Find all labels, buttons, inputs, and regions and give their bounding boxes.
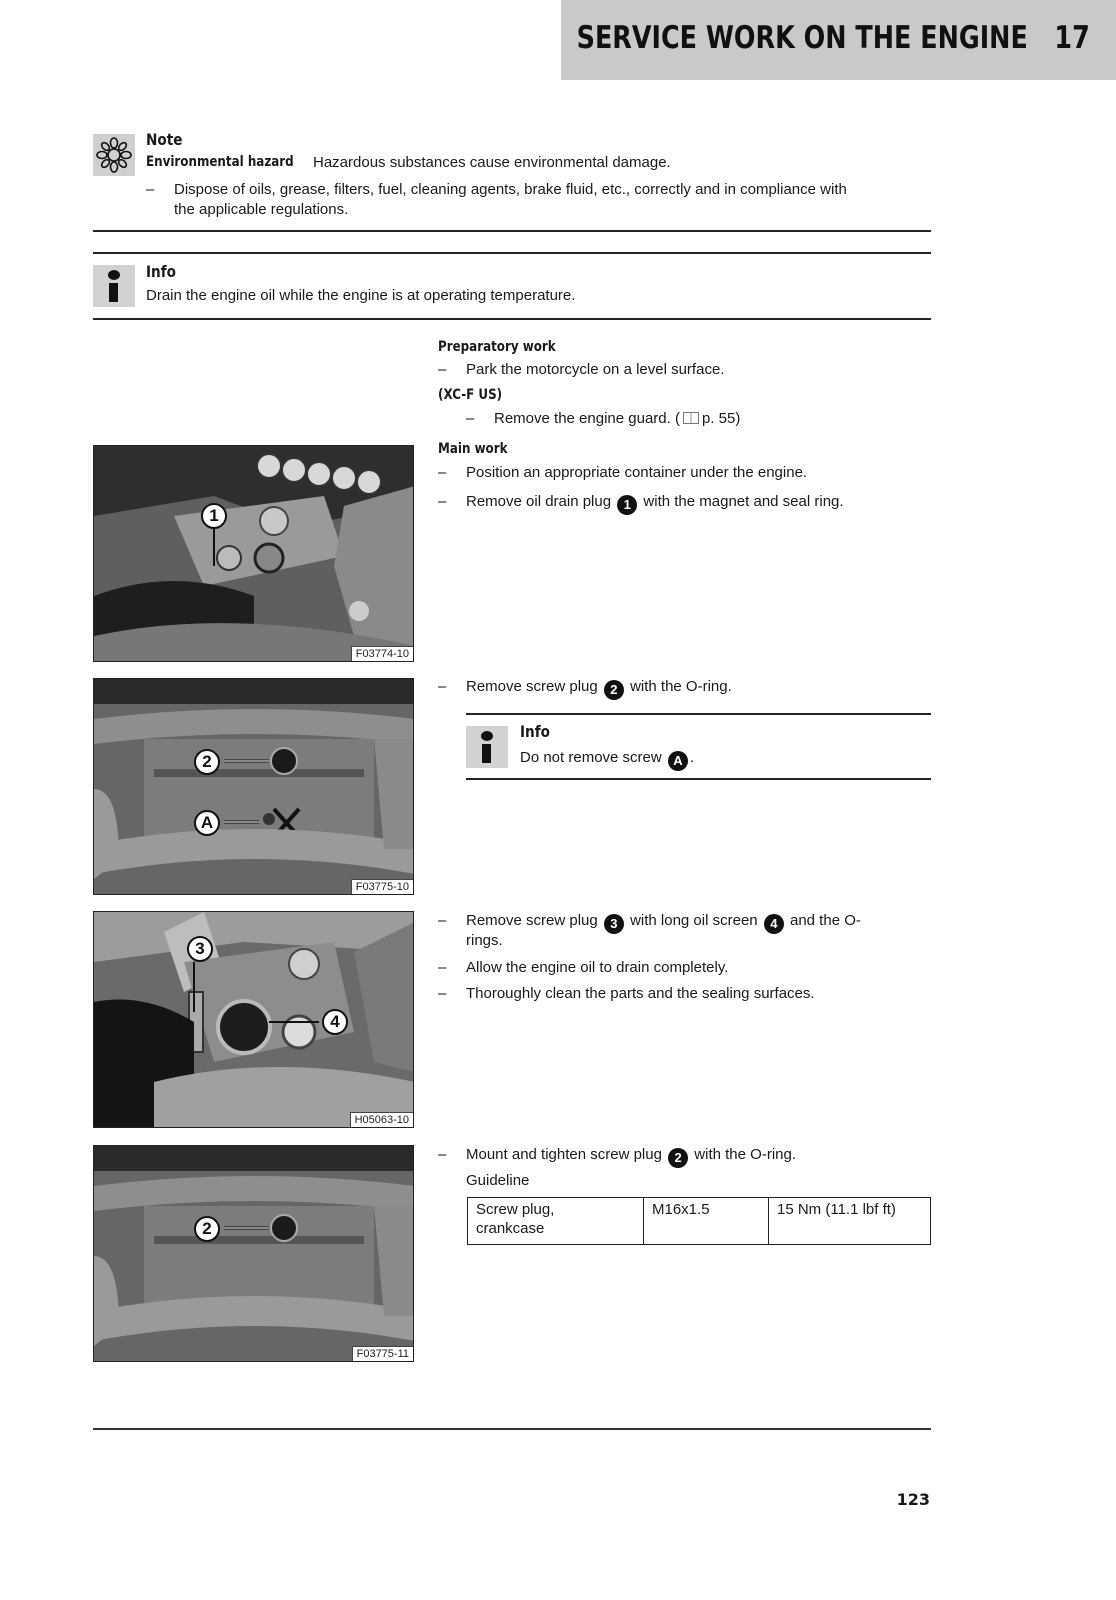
prep-step-1: Park the motorcycle on a level surface. — [466, 361, 725, 378]
preparatory-heading: Preparatory work — [438, 339, 556, 355]
marker-2: 2 — [604, 680, 624, 700]
bullet-dash: – — [438, 912, 447, 929]
bullet-dash: – — [466, 410, 475, 427]
bullet-dash: – — [438, 464, 447, 481]
table-cell-thread: M16x1.5 — [644, 1198, 769, 1245]
main-step-1: Position an appropriate container under the engine. — [466, 464, 808, 481]
table-cell-torque: 15 Nm (11.1 lbf ft) — [769, 1198, 931, 1245]
figure-oil-screen — [93, 911, 414, 1128]
hazard-text: Hazardous substances cause environmental damage. — [313, 154, 671, 171]
divider — [93, 318, 931, 320]
footer-divider — [93, 1428, 931, 1430]
divider — [93, 230, 931, 232]
guideline-label: Guideline — [466, 1172, 530, 1189]
bullet-dash: – — [438, 1146, 447, 1163]
figure-oil-drain-plug — [93, 445, 414, 662]
torque-spec-table — [467, 1197, 931, 1245]
main-step-4: Remove screw plug 3 with long oil screen 4 and the O- — [466, 911, 861, 934]
callout-4: 4 — [322, 1009, 348, 1035]
book-icon — [683, 412, 699, 424]
callout-2: 2 — [194, 1216, 220, 1242]
callout-A: A — [194, 810, 220, 836]
marker-A: A — [668, 751, 688, 771]
bullet-dash: – — [438, 678, 447, 695]
info-icon — [466, 726, 508, 768]
environment-icon — [93, 134, 135, 176]
marker-4: 4 — [764, 914, 784, 934]
marker-2: 2 — [668, 1148, 688, 1168]
chapter-header — [561, 0, 1116, 80]
bullet-dash: – — [438, 493, 447, 510]
note-heading: Note — [146, 130, 183, 149]
bullet-dash: – — [438, 959, 447, 976]
callout-1: 1 — [201, 503, 227, 529]
figure-label: F03774-10 — [351, 646, 413, 661]
main-step-5: Allow the engine oil to drain completely. — [466, 959, 729, 976]
page-number: 123 — [896, 1490, 930, 1509]
hazard-label: Environmental hazard — [146, 154, 294, 170]
note-bullet-line2: the applicable regulations. — [174, 201, 349, 218]
divider — [93, 252, 931, 254]
callout-3: 3 — [187, 936, 213, 962]
info-text: Drain the engine oil while the engine is at operating temperature. — [146, 287, 576, 304]
divider — [466, 713, 931, 715]
bullet-dash: – — [438, 361, 447, 378]
figure-label: F03775-10 — [351, 879, 413, 894]
table-cell-part: Screw plug, crankcase — [468, 1198, 644, 1245]
main-step-4-cont: rings. — [466, 932, 503, 949]
marker-1: 1 — [617, 495, 637, 515]
figure-label: F03775-11 — [352, 1346, 413, 1361]
figure-screw-plug — [93, 678, 414, 895]
note-bullet-line1: Dispose of oils, grease, filters, fuel, cleaning agents, brake fluid, etc., correctly and in compliance with — [174, 181, 847, 198]
chapter-title: SERVICE WORK ON THE ENGINE 17 — [576, 20, 1090, 56]
main-step-6: Thoroughly clean the parts and the sealing surfaces. — [466, 985, 815, 1002]
main-step-2: Remove oil drain plug 1 with the magnet and seal ring. — [466, 492, 844, 515]
info-icon — [93, 265, 135, 307]
info-text: Do not remove screw A . — [520, 748, 694, 771]
table-row — [468, 1198, 931, 1245]
info-heading: Info — [146, 262, 177, 281]
prep-step-2: Remove the engine guard. ( p. 55) — [494, 410, 741, 427]
figure-screw-plug-mount — [93, 1145, 414, 1362]
marker-3: 3 — [604, 914, 624, 934]
main-step-3: Remove screw plug 2 with the O-ring. — [466, 677, 732, 700]
main-heading: Main work — [438, 441, 508, 457]
callout-2: 2 — [194, 749, 220, 775]
bullet-dash: – — [146, 181, 155, 198]
figure-label: H05063-10 — [350, 1112, 413, 1127]
info-heading: Info — [520, 722, 551, 741]
divider — [466, 778, 931, 780]
bullet-dash: – — [438, 985, 447, 1002]
variant-label: (XC-F US) — [438, 387, 503, 403]
main-step-7: Mount and tighten screw plug 2 with the O-ring. — [466, 1145, 796, 1168]
